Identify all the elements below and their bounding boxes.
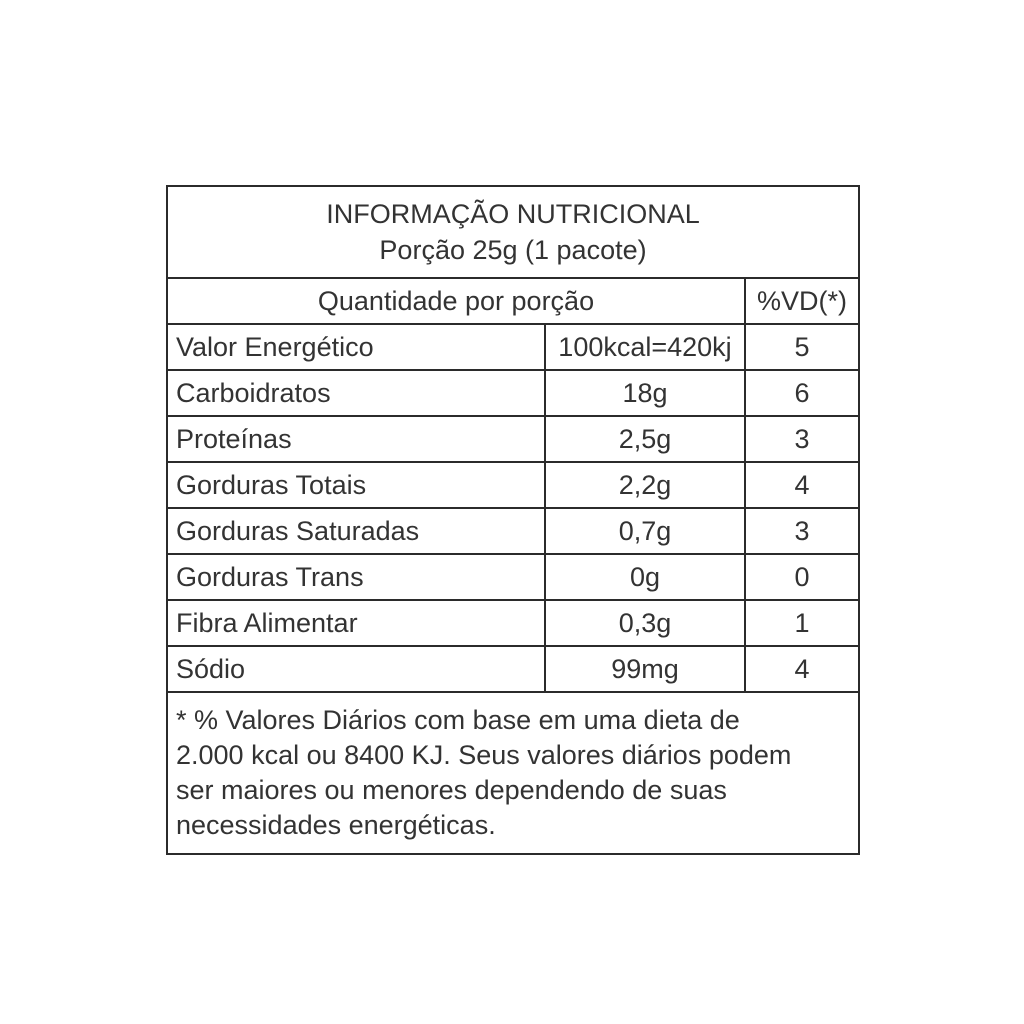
nutrient-amount: 0g xyxy=(545,554,745,600)
nutrient-daily-value: 5 xyxy=(745,324,859,370)
nutrition-facts-table xyxy=(166,185,860,855)
nutrient-daily-value: 1 xyxy=(745,600,859,646)
table-row xyxy=(167,370,859,416)
nutrient-name: Fibra Alimentar xyxy=(167,600,545,646)
nutrient-name: Valor Energético xyxy=(167,324,545,370)
nutrient-name: Sódio xyxy=(167,646,545,692)
table-row xyxy=(167,600,859,646)
table-row xyxy=(167,462,859,508)
table-title: INFORMAÇÃO NUTRICIONAL xyxy=(326,199,700,229)
nutrient-daily-value: 6 xyxy=(745,370,859,416)
nutrient-daily-value: 3 xyxy=(745,416,859,462)
footnote-line: necessidades energéticas. xyxy=(176,810,496,840)
portion-size: Porção 25g (1 pacote) xyxy=(379,235,647,265)
footnote xyxy=(167,692,859,854)
nutrient-amount: 18g xyxy=(545,370,745,416)
table-row xyxy=(167,554,859,600)
nutrient-name: Gorduras Trans xyxy=(167,554,545,600)
nutrient-daily-value: 3 xyxy=(745,508,859,554)
table-title-cell xyxy=(167,186,859,278)
nutrient-daily-value: 0 xyxy=(745,554,859,600)
nutrient-amount: 100kcal=420kj xyxy=(545,324,745,370)
nutrient-name: Gorduras Totais xyxy=(167,462,545,508)
nutrient-daily-value: 4 xyxy=(745,646,859,692)
nutrient-name: Carboidratos xyxy=(167,370,545,416)
nutrient-amount: 0,3g xyxy=(545,600,745,646)
nutrient-amount: 99mg xyxy=(545,646,745,692)
nutrient-amount: 0,7g xyxy=(545,508,745,554)
nutrient-name: Gorduras Saturadas xyxy=(167,508,545,554)
footnote-line: ser maiores ou menores dependendo de suas xyxy=(176,775,727,805)
table-row xyxy=(167,324,859,370)
header-quantity: Quantidade por porção xyxy=(167,278,745,324)
header-daily-value: %VD(*) xyxy=(745,278,859,324)
nutrient-amount: 2,5g xyxy=(545,416,745,462)
nutrient-amount: 2,2g xyxy=(545,462,745,508)
footnote-line: 2.000 kcal ou 8400 KJ. Seus valores diários podem xyxy=(176,740,792,770)
footnote-line: * % Valores Diários com base em uma dieta de xyxy=(176,705,740,735)
nutrient-daily-value: 4 xyxy=(745,462,859,508)
nutrient-name: Proteínas xyxy=(167,416,545,462)
table-row xyxy=(167,508,859,554)
table-row xyxy=(167,416,859,462)
table-row xyxy=(167,646,859,692)
